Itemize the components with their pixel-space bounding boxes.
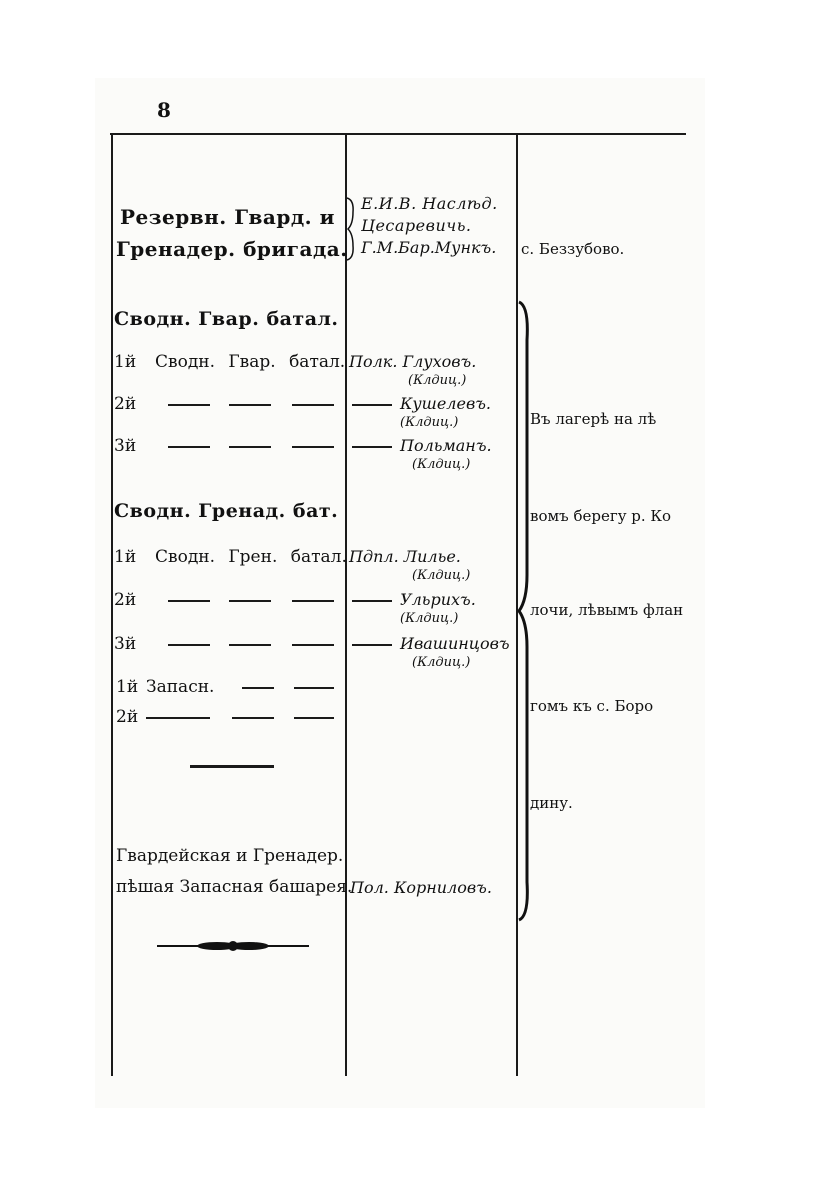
reserve-row-2-num: 2й xyxy=(116,707,139,727)
grenadier-row-1-num: 1й xyxy=(114,547,137,567)
ditto-dash xyxy=(292,600,334,602)
guard-row-1-text: Сводн. Гвар. батал. xyxy=(155,352,346,372)
camp-location-line3: лочи, лѣвымъ флан xyxy=(530,601,684,619)
ditto-dash xyxy=(294,687,334,689)
guard-row-1-num: 1й xyxy=(114,352,137,372)
page-number: 8 xyxy=(157,98,171,122)
grenadier-battalions-heading: Сводн. Гренад. бат. xyxy=(114,500,339,522)
grenadier-row-1-text: Сводн. Грен. батал. xyxy=(155,547,347,567)
commander-line1: Е.И.В. Наслѣд. xyxy=(361,194,498,213)
ditto-dash xyxy=(168,446,210,448)
ditto-dash xyxy=(168,600,210,602)
ditto-dash xyxy=(232,717,274,719)
ditto-dash xyxy=(168,404,210,406)
grenadier-row-3-rank: (Клдиц.) xyxy=(412,655,471,670)
ditto-dash xyxy=(292,404,334,406)
brigade-title-line2: Гренадер. бригада. xyxy=(116,237,348,261)
grenadier-row-1-rank: (Клдиц.) xyxy=(412,568,471,583)
guard-row-2-officer: Кушелевъ. xyxy=(400,394,492,413)
top-rule xyxy=(110,133,686,135)
guard-row-1-rank: (Клдиц.) xyxy=(408,373,467,388)
end-ornament xyxy=(155,936,311,956)
guard-battalions-heading: Сводн. Гвар. батал. xyxy=(114,308,339,330)
guard-row-3-num: 3й xyxy=(114,436,137,456)
guard-row-2-rank: (Клдиц.) xyxy=(400,415,459,430)
ditto-dash xyxy=(229,446,271,448)
ditto-dash xyxy=(229,644,271,646)
grenadier-row-2-num: 2й xyxy=(114,590,137,610)
guard-row-3-rank: (Клдиц.) xyxy=(412,457,471,472)
battery-officer: Пол. Корниловъ. xyxy=(350,878,492,897)
column-rule-middle xyxy=(345,134,347,1076)
ditto-dash xyxy=(292,446,334,448)
grenadier-row-2-officer: Ульрихъ. xyxy=(400,590,476,609)
guard-row-1-officer: Полк. Глуховъ. xyxy=(349,352,477,371)
camp-location-line4: гомъ къ с. Боро xyxy=(530,697,654,715)
ditto-dash xyxy=(229,600,271,602)
camp-location-line2: вомъ берегу р. Ко xyxy=(530,507,672,525)
ditto-dash xyxy=(292,644,334,646)
grenadier-row-1-officer: Пдпл. Лилье. xyxy=(349,547,461,566)
ditto-dash xyxy=(352,600,392,602)
column-rule-left xyxy=(111,134,113,1076)
brigade-title-line1: Резервн. Гвард. и xyxy=(120,205,335,229)
camp-location-line1: Въ лагерѣ на лѣ xyxy=(530,410,657,428)
guard-row-2-num: 2й xyxy=(114,394,137,414)
battery-line1: Гвардейская и Гренадер. xyxy=(116,846,344,866)
section-separator xyxy=(190,765,274,768)
commander-brace xyxy=(345,196,357,262)
reserve-row-1-text: Запасн. xyxy=(146,677,215,697)
ditto-dash xyxy=(242,687,274,689)
ditto-dash xyxy=(352,644,392,646)
grenadier-row-3-officer: Ивашинцовъ xyxy=(400,634,510,653)
reserve-row-1-num: 1й xyxy=(116,677,139,697)
commander-line3: Г.М.Бар.Мункъ. xyxy=(361,238,497,257)
ditto-dash xyxy=(294,717,334,719)
brigade-location: с. Беззубово. xyxy=(521,240,625,258)
ditto-dash xyxy=(229,404,271,406)
commander-line2: Цесаревичь. xyxy=(361,216,472,235)
ditto-dash xyxy=(352,446,392,448)
ditto-dash xyxy=(352,404,392,406)
guard-row-3-officer: Польманъ. xyxy=(400,436,492,455)
camp-location-line5: дину. xyxy=(530,794,573,812)
grenadier-row-2-rank: (Клдиц.) xyxy=(400,611,459,626)
ditto-dash xyxy=(146,717,210,719)
battery-line2: пѣшая Запасная башарея. xyxy=(116,877,353,897)
grenadier-row-3-num: 3й xyxy=(114,634,137,654)
ditto-dash xyxy=(168,644,210,646)
